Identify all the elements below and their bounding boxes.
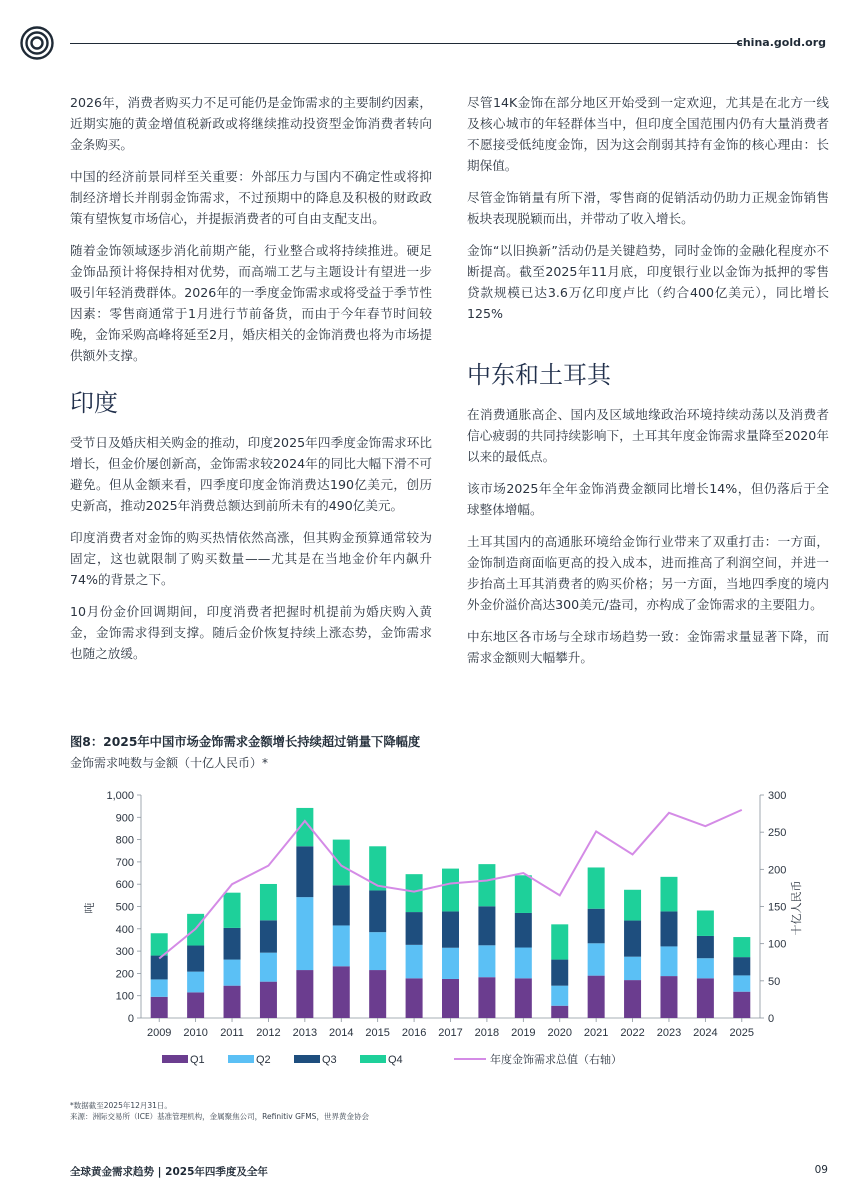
legend-label-line: 年度金饰需求总值（右轴） xyxy=(490,1054,622,1066)
bar-q3-2022 xyxy=(624,921,641,957)
bar-q1-2014 xyxy=(333,966,350,1018)
bar-q3-2009 xyxy=(151,956,168,980)
bar-q3-2011 xyxy=(224,928,241,960)
page-number: 09 xyxy=(814,1164,828,1176)
bar-q1-2023 xyxy=(660,976,677,1018)
x-tick-label: 2025 xyxy=(729,1027,755,1039)
x-tick-label: 2012 xyxy=(256,1027,281,1039)
bar-q2-2018 xyxy=(478,945,495,977)
y-right-tick-label: 50 xyxy=(768,975,781,988)
right-column xyxy=(467,92,829,679)
legend-swatch-q3 xyxy=(294,1055,320,1063)
y-left-tick-label: 0 xyxy=(127,1013,134,1025)
bar-q1-2010 xyxy=(187,992,204,1018)
left-column xyxy=(70,92,432,675)
y-left-tick-label: 900 xyxy=(115,812,134,825)
legend-swatch-q1 xyxy=(162,1055,188,1063)
y-left-tick-label: 1,000 xyxy=(106,790,134,802)
y-right-axis-title: 十亿人民币 xyxy=(791,880,803,936)
bar-q3-2014 xyxy=(333,885,350,925)
bar-q4-2024 xyxy=(697,911,714,936)
bar-q2-2023 xyxy=(660,946,677,976)
bar-q4-2014 xyxy=(333,840,350,886)
bar-q4-2021 xyxy=(588,867,605,908)
bar-q3-2012 xyxy=(260,920,277,952)
x-tick-label: 2023 xyxy=(656,1027,682,1039)
paragraph: 中国的经济前景同样至关重要：外部压力与国内不确定性或将抑制经济增长并削弱金饰需求，不过预期中的降息及积极的财政政策有望恢复市场信心，并提振消费者的可自由支配支出。 xyxy=(70,169,432,226)
footer-title: 全球黄金需求趋势 | 2025年四季度及全年 xyxy=(70,1166,268,1178)
paragraph: 中东地区各市场与全球市场趋势一致：金饰需求量显著下降，而需求金额则大幅攀升。 xyxy=(467,629,829,665)
legend-label-q1: Q1 xyxy=(190,1054,205,1066)
paragraph: 土耳其国内的高通胀环境给金饰行业带来了双重打击：一方面，金饰制造商面临更高的投入成本，进而推高了利润空间，并进一步抬高土耳其消费者的购买价格；另一方面，当地四季度的境内外金价溢价高达300美元/盎司，亦构成了金饰需求的主要阻力。 xyxy=(467,534,829,612)
bar-q1-2025 xyxy=(733,992,750,1018)
y-right-tick-label: 200 xyxy=(768,864,787,877)
x-tick-label: 2015 xyxy=(365,1027,390,1039)
bar-q4-2022 xyxy=(624,890,641,921)
y-left-tick-label: 500 xyxy=(115,901,134,914)
paragraph: 受节日及婚庆相关购金的推动，印度2025年四季度金饰需求环比增长，但金价屡创新高，金饰需求较2024年的同比大幅下滑不可避免。但从金额来看，四季度印度金饰消费达190亿美元，创历史新高，推动2025年消费总额达到前所未有的490亿美元。 xyxy=(70,435,432,513)
paragraph: 随着金饰领域逐步消化前期产能，行业整合或将持续推进。硬足金饰品预计将保持相对优势，而高端工艺与主题设计有望进一步吸引年轻消费群体。2026年的一季度金饰需求或将受益于季节性因素：零售商通常于1月进行节前备货，而由于今年春节时间较晚，金饰采购高峰将延至2月，婚庆相关的金饰消费也将为市场提供额外支撑。 xyxy=(70,243,432,363)
bar-q2-2017 xyxy=(442,948,459,979)
x-tick-label: 2022 xyxy=(620,1027,645,1039)
paragraph: 在消费通胀高企、国内及区域地缘政治环境持续动荡以及消费者信心疲弱的共同持续影响下，土耳其年度金饰需求量降至2020年以来的最低点。 xyxy=(467,407,829,464)
bar-q4-2019 xyxy=(515,875,532,913)
bar-q2-2014 xyxy=(333,925,350,966)
bar-q2-2021 xyxy=(588,943,605,975)
figure-title: 图8：2025年中国市场金饰需求金额增长持续超过销量下降幅度 xyxy=(70,735,421,749)
wgc-logo-icon xyxy=(20,26,54,60)
legend-swatch-q2 xyxy=(228,1055,254,1063)
bar-q2-2020 xyxy=(551,986,568,1006)
x-tick-label: 2013 xyxy=(292,1027,318,1039)
bar-q3-2013 xyxy=(296,846,313,897)
note-source: 来源：洲际交易所（ICE）基准管理机构，金属聚焦公司，Refinitiv GFMS，世界黄金协会 xyxy=(70,1112,369,1121)
bar-q1-2012 xyxy=(260,982,277,1018)
x-tick-label: 2011 xyxy=(220,1027,244,1039)
bar-q2-2011 xyxy=(224,960,241,986)
y-right-tick-label: 0 xyxy=(768,1013,775,1025)
bar-q3-2025 xyxy=(733,957,750,975)
section-heading-india: 印度 xyxy=(70,389,118,417)
y-right-tick-label: 100 xyxy=(768,938,787,951)
bar-q1-2020 xyxy=(551,1006,568,1018)
y-left-axis-title: 吨 xyxy=(84,902,96,914)
bar-q3-2017 xyxy=(442,911,459,947)
bar-q4-2023 xyxy=(660,877,677,912)
bar-q3-2015 xyxy=(369,890,386,932)
bar-q3-2021 xyxy=(588,909,605,944)
bar-q3-2020 xyxy=(551,960,568,986)
bar-q1-2024 xyxy=(697,978,714,1018)
bar-q2-2009 xyxy=(151,979,168,996)
paragraph: 2026年，消费者购买力不足可能仍是金饰需求的主要制约因素，近期实施的黄金增值税新政或将继续推动投资型金饰消费者转向金条购买。 xyxy=(70,95,432,152)
legend-label-q4: Q4 xyxy=(388,1054,403,1066)
note-date: *数据截至2025年12月31日。 xyxy=(70,1101,172,1110)
figure-subtitle: 金饰需求吨数与金额（十亿人民币）* xyxy=(70,756,269,770)
x-tick-label: 2016 xyxy=(401,1027,427,1039)
stacked-bar-line-chart xyxy=(0,780,850,1080)
bar-q4-2017 xyxy=(442,869,459,912)
paragraph: 尽管14K金饰在部分地区开始受到一定欢迎，尤其是在北方一线及核心城市的年轻群体当中，但印度全国范围内仍有大量消费者不愿接受低纯度金饰，因为这会削弱其持有金饰的核心理由：长期保值。 xyxy=(467,95,829,173)
bar-q2-2015 xyxy=(369,932,386,970)
bar-q1-2021 xyxy=(588,976,605,1018)
x-tick-label: 2020 xyxy=(547,1027,572,1039)
bar-q2-2010 xyxy=(187,972,204,993)
paragraph: 金饰“以旧换新”活动仍是关键趋势，同时金饰的金融化程度亦不断提高。截至2025年11月底，印度银行业以金饰为抵押的零售贷款规模已达3.6万亿印度卢比（约合400亿美元），同比增长125% xyxy=(467,243,829,321)
bar-q1-2013 xyxy=(296,970,313,1018)
bar-q4-2012 xyxy=(260,884,277,920)
x-tick-label: 2014 xyxy=(329,1027,354,1039)
legend-label-q3: Q3 xyxy=(322,1054,337,1066)
bar-q1-2018 xyxy=(478,977,495,1018)
bar-q2-2025 xyxy=(733,975,750,991)
y-left-tick-label: 700 xyxy=(115,856,134,869)
bar-q3-2023 xyxy=(660,911,677,946)
header-rule xyxy=(70,43,742,44)
bar-q4-2015 xyxy=(369,846,386,890)
bar-q4-2011 xyxy=(224,893,241,928)
bar-q1-2019 xyxy=(515,978,532,1018)
y-left-tick-label: 400 xyxy=(115,923,134,936)
y-right-tick-label: 150 xyxy=(768,901,787,914)
y-right-tick-label: 250 xyxy=(768,827,787,840)
bar-q2-2019 xyxy=(515,948,532,979)
legend-swatch-q4 xyxy=(360,1055,386,1063)
site-url[interactable]: china.gold.org xyxy=(736,36,826,49)
legend-label-q2: Q2 xyxy=(256,1054,271,1066)
figure-caption xyxy=(70,732,790,771)
figure-notes xyxy=(70,1100,369,1122)
bar-q1-2022 xyxy=(624,980,641,1018)
bar-q1-2017 xyxy=(442,979,459,1018)
bar-q3-2019 xyxy=(515,913,532,948)
y-right-tick-label: 300 xyxy=(768,790,787,802)
bar-q3-2024 xyxy=(697,936,714,958)
bar-q2-2024 xyxy=(697,958,714,978)
bar-q2-2012 xyxy=(260,953,277,982)
x-tick-label: 2021 xyxy=(583,1027,609,1039)
bar-q3-2010 xyxy=(187,946,204,972)
bar-q3-2018 xyxy=(478,906,495,945)
bar-q3-2016 xyxy=(406,912,423,945)
paragraph: 尽管金饰销量有所下滑，零售商的促销活动仍助力正规金饰销售板块表现脱颖而出，并带动了收入增长。 xyxy=(467,190,829,226)
y-left-tick-label: 100 xyxy=(115,990,134,1003)
y-left-tick-label: 600 xyxy=(115,879,134,892)
y-left-tick-label: 800 xyxy=(115,834,134,847)
x-tick-label: 2018 xyxy=(474,1027,500,1039)
bar-q4-2020 xyxy=(551,924,568,959)
bar-q2-2022 xyxy=(624,957,641,980)
x-tick-label: 2010 xyxy=(183,1027,208,1039)
bar-q2-2013 xyxy=(296,897,313,970)
x-tick-label: 2009 xyxy=(146,1027,172,1039)
bar-q1-2016 xyxy=(406,978,423,1018)
paragraph: 10月份金价回调期间，印度消费者把握时机提前为婚庆购入黄金，金饰需求得到支撑。随后金价恢复持续上涨态势，金饰需求也随之放缓。 xyxy=(70,604,432,661)
bar-q1-2011 xyxy=(224,986,241,1018)
section-heading-middle-east: 中东和土耳其 xyxy=(467,361,611,389)
bar-q1-2009 xyxy=(151,997,168,1018)
x-tick-label: 2019 xyxy=(511,1027,536,1039)
paragraph: 该市场2025年全年金饰消费金额同比增长14%，但仍落后于全球整体增幅。 xyxy=(467,481,829,517)
bar-q4-2025 xyxy=(733,937,750,957)
bar-q4-2018 xyxy=(478,864,495,906)
bar-q4-2016 xyxy=(406,874,423,912)
paragraph: 印度消费者对金饰的购买热情依然高涨，但其购金预算通常较为固定，这也就限制了购买数量——尤其是在当地金价年内飙升74%的背景之下。 xyxy=(70,530,432,587)
bar-q2-2016 xyxy=(406,945,423,978)
x-tick-label: 2024 xyxy=(693,1027,718,1039)
y-left-tick-label: 200 xyxy=(115,968,134,981)
bar-q4-2009 xyxy=(151,933,168,955)
y-left-tick-label: 300 xyxy=(115,946,134,959)
x-tick-label: 2017 xyxy=(438,1027,463,1039)
bar-q1-2015 xyxy=(369,970,386,1018)
